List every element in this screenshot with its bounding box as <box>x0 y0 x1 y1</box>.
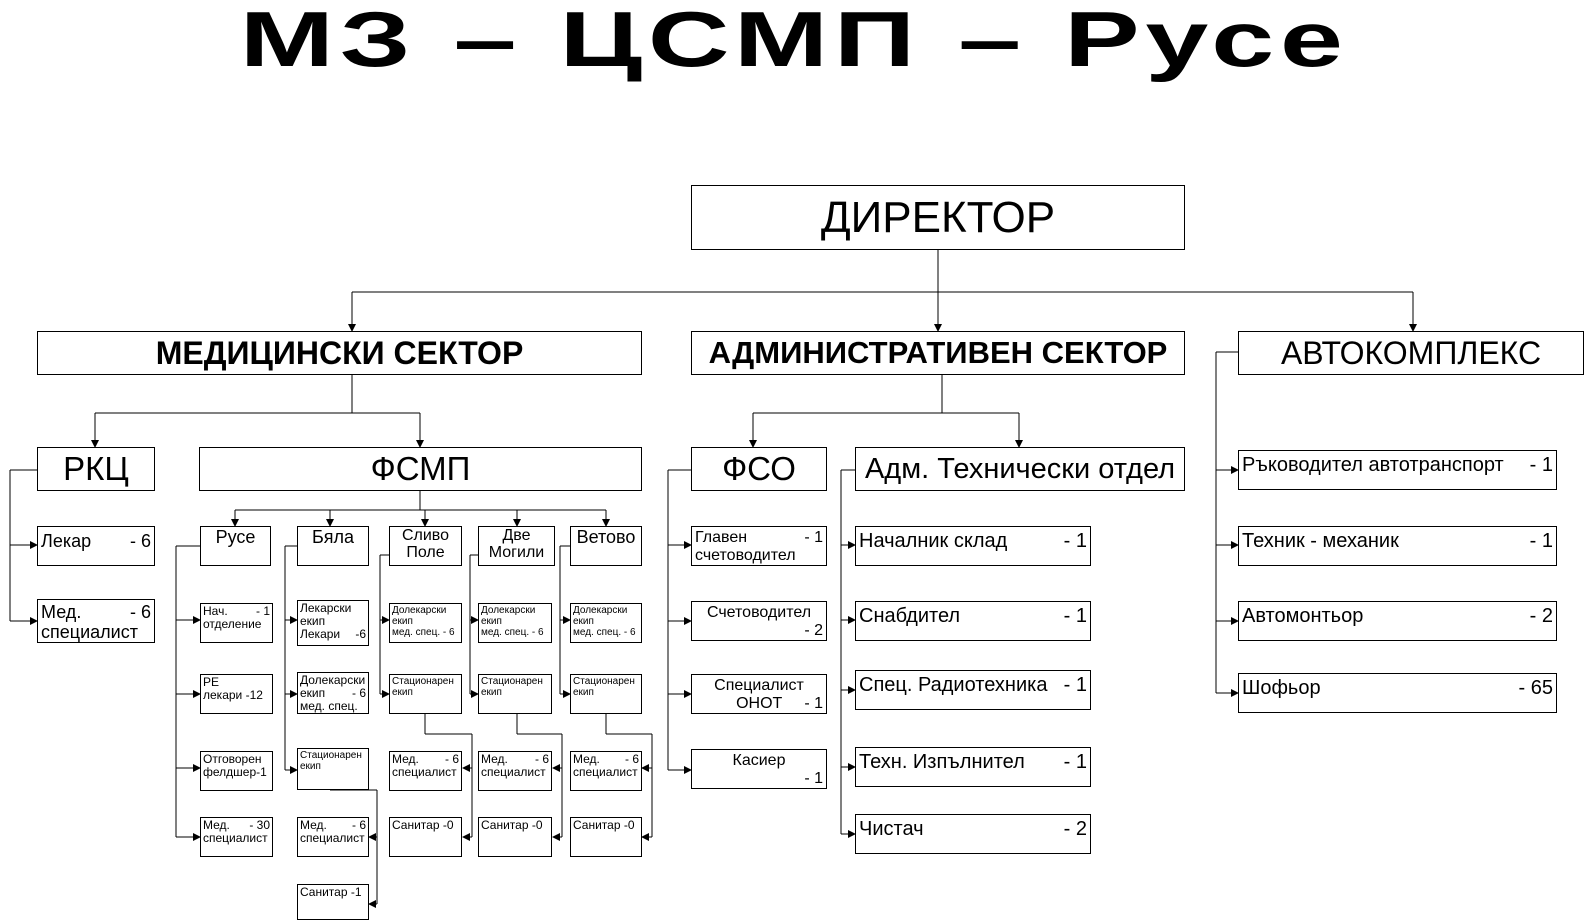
vetovo-header <box>570 526 642 566</box>
byala-med-c: - 6 <box>351 818 366 832</box>
auto-item-name: Ръководител автотранспорт <box>1242 454 1504 476</box>
tech-dept-box <box>855 447 1185 491</box>
tech-item-name: Снабдител <box>859 605 961 627</box>
slivo-stat-l2: екип <box>392 687 413 698</box>
tech-item-name: Спец. Радиотехника <box>859 674 1048 696</box>
ruse-med-l2: специалист <box>203 831 268 845</box>
slivo-san: Санитар -0 <box>392 818 454 832</box>
fsmp-label: ФСМП <box>370 450 471 487</box>
byala-nondoc-l3: мед. спец. <box>300 699 358 713</box>
vetovo-nondoc-l1: Долекарски <box>573 605 628 616</box>
slivo-header <box>389 526 462 566</box>
auto-item-box <box>1238 526 1557 566</box>
dve-med-c: - 6 <box>534 752 549 766</box>
fso-acc-l1: Счетоводител <box>706 604 812 621</box>
rkc-label: РКЦ <box>63 450 129 487</box>
slivo-san-box <box>389 817 462 857</box>
dve-nondoc-l3: мед. спец. - 6 <box>481 627 544 638</box>
director-label: ДИРЕКТОР <box>820 192 1056 242</box>
dve-nondoc-l2: екип <box>481 616 502 627</box>
auto-item-box <box>1238 450 1557 490</box>
slivo-label1: Сливо <box>401 527 450 544</box>
vetovo-med-l1: Мед. <box>573 752 600 766</box>
vetovo-nondoc-box <box>570 603 642 643</box>
vetovo-nondoc-l2: екип <box>573 616 594 627</box>
byala-nondoc-l1: Долекарски <box>300 673 366 687</box>
auto-item-name: Техник - механик <box>1242 530 1399 552</box>
ruse-re-l2: лекари -12 <box>203 688 263 702</box>
vetovo-med-c: - 6 <box>624 752 639 766</box>
auto-sector-box <box>1238 331 1584 375</box>
fso-cashier-c: - 1 <box>804 770 823 787</box>
rkc-box <box>37 447 155 491</box>
tech-dept-label: Адм. Технически отдел <box>864 452 1176 485</box>
vetovo-san: Санитар -0 <box>573 818 635 832</box>
ruse-feldsher-box <box>200 751 273 791</box>
byala-header <box>297 526 369 566</box>
dve-med-l1: Мед. <box>481 752 508 766</box>
tech-item-name: Техн. Изпълнител <box>859 751 1025 773</box>
byala-stat-l1: Стационарен <box>300 750 362 761</box>
fso-cashier-box <box>691 749 827 789</box>
fso-box <box>691 447 827 491</box>
byala-label: Бяла <box>311 527 355 547</box>
admin-sector-box <box>691 331 1185 375</box>
byala-san-box <box>297 884 369 920</box>
auto-item-count: - 1 <box>1529 530 1553 552</box>
vetovo-stat-l1: Стационарен <box>573 676 635 687</box>
tech-item-count: - 1 <box>1063 674 1087 696</box>
slivo-med-l2: специалист <box>392 765 457 779</box>
ruse-head-l1: Нач. <box>203 604 228 618</box>
rkc-med-box <box>37 599 155 643</box>
tech-item-box <box>855 670 1091 710</box>
medical-sector-label: МЕДИЦИНСКИ СЕКТОР <box>155 334 524 371</box>
auto-item-count: - 2 <box>1529 605 1553 627</box>
vetovo-nondoc-l3: мед. спец. - 6 <box>573 627 636 638</box>
auto-item-box <box>1238 673 1557 713</box>
ruse-med-box <box>200 817 273 857</box>
slivo-med-l1: Мед. <box>392 752 419 766</box>
rkc-doctor-name: Лекар <box>41 531 92 551</box>
fso-cashier-l1: Касиер <box>732 752 786 769</box>
slivo-nondoc-l3: мед. спец. - 6 <box>392 627 455 638</box>
vetovo-stat-l2: екип <box>573 687 594 698</box>
auto-sector-label: АВТОКОМПЛЕКС <box>1280 334 1542 371</box>
fso-onot-l2: ОНОТ <box>736 695 783 712</box>
byala-doc-c: -6 <box>355 627 366 641</box>
ruse-re-box <box>200 674 273 714</box>
rkc-med-name1: Мед. <box>41 602 82 622</box>
dve-nondoc-box <box>478 603 552 643</box>
slivo-nondoc-l2: екип <box>392 616 413 627</box>
ruse-feldsher-l2: фелдшер-1 <box>203 765 267 779</box>
slivo-nondoc-box <box>389 603 462 643</box>
rkc-med-count: - 6 <box>129 602 151 622</box>
fso-chief-box <box>691 526 827 566</box>
byala-med-box <box>297 817 369 857</box>
ruse-head-c: - 1 <box>255 604 270 618</box>
byala-stat-l2: екип <box>300 761 321 772</box>
ruse-head-box <box>200 603 273 643</box>
vetovo-med-box <box>570 751 642 791</box>
fso-onot-box <box>691 674 827 714</box>
ruse-re-l1: РЕ <box>203 675 220 689</box>
byala-stat-box <box>297 748 369 790</box>
slivo-nondoc-l1: Долекарски <box>392 605 447 616</box>
tech-item-count: - 2 <box>1063 818 1087 840</box>
fso-label: ФСО <box>722 450 796 487</box>
dve-label2: Могили <box>488 544 545 561</box>
rkc-doctor-box <box>37 526 155 566</box>
slivo-stat-box <box>389 674 462 714</box>
byala-nondoc-l2: екип <box>300 686 326 700</box>
slivo-stat-l1: Стационарен <box>392 676 454 687</box>
tech-item-name: Началник склад <box>859 530 1008 552</box>
byala-med-l1: Мед. <box>300 818 327 832</box>
tech-item-box <box>855 747 1091 787</box>
byala-doc-l3: Лекари <box>300 627 341 641</box>
vetovo-med-l2: специалист <box>573 765 638 779</box>
byala-doc-l1: Лекарски <box>300 601 352 615</box>
fsmp-box <box>199 447 642 491</box>
auto-item-name: Шофьор <box>1242 677 1321 699</box>
byala-doc-box <box>297 600 369 646</box>
slivo-label2: Поле <box>406 544 445 561</box>
tech-item-box <box>855 814 1091 854</box>
tech-item-count: - 1 <box>1063 605 1087 627</box>
fso-chief-l1: Главен <box>695 529 748 546</box>
byala-nondoc-box <box>297 672 369 714</box>
ruse-header <box>200 526 271 566</box>
vetovo-label: Ветово <box>576 527 636 547</box>
vetovo-san-box <box>570 817 642 857</box>
ruse-feldsher-l1: Отговорен <box>203 752 262 766</box>
dve-header <box>478 526 555 566</box>
dve-label1: Две <box>502 527 531 544</box>
dve-san: Санитар -0 <box>481 818 543 832</box>
dve-san-box <box>478 817 552 857</box>
tech-item-count: - 1 <box>1063 530 1087 552</box>
fso-acc-box <box>691 601 827 641</box>
dve-stat-l1: Стационарен <box>481 676 543 687</box>
byala-san: Санитар -1 <box>300 885 362 899</box>
ruse-med-c: - 30 <box>249 818 270 832</box>
fso-onot-c: - 1 <box>804 695 823 712</box>
rkc-doctor-count: - 6 <box>129 531 151 551</box>
tech-item-name: Чистач <box>859 818 924 840</box>
dve-stat-l2: екип <box>481 687 502 698</box>
ruse-label: Русе <box>215 527 256 547</box>
auto-item-count: - 65 <box>1518 677 1553 699</box>
medical-sector-box <box>37 331 642 375</box>
slivo-med-c: - 6 <box>444 752 459 766</box>
fso-chief-c: - 1 <box>804 529 823 546</box>
page-title: МЗ – ЦСМП – Русе <box>239 0 1349 83</box>
fso-onot-l1: Специалист <box>714 677 804 694</box>
tech-item-box <box>855 526 1091 566</box>
dve-nondoc-l1: Долекарски <box>481 605 536 616</box>
byala-med-l2: специалист <box>300 831 365 845</box>
slivo-med-box <box>389 751 462 791</box>
auto-item-count: - 1 <box>1529 454 1553 476</box>
dve-med-box <box>478 751 552 791</box>
vetovo-stat-box <box>570 674 642 714</box>
dve-med-l2: специалист <box>481 765 546 779</box>
rkc-med-name2: специалист <box>41 622 138 642</box>
tech-item-box <box>855 601 1091 641</box>
fso-acc-c: - 2 <box>804 622 823 639</box>
byala-nondoc-c: - 6 <box>351 686 366 700</box>
auto-item-name: Автомонтьор <box>1242 605 1364 627</box>
ruse-head-l2: отделение <box>203 617 262 631</box>
auto-item-box <box>1238 601 1557 641</box>
director-box <box>691 185 1185 250</box>
ruse-med-l1: Мед. <box>203 818 230 832</box>
fso-chief-l2: счетоводител <box>695 547 796 564</box>
tech-item-count: - 1 <box>1063 751 1087 773</box>
dve-stat-box <box>478 674 552 714</box>
admin-sector-label: АДМИНИСТРАТИВЕН СЕКТОР <box>708 335 1168 370</box>
byala-doc-l2: екип <box>300 614 326 628</box>
